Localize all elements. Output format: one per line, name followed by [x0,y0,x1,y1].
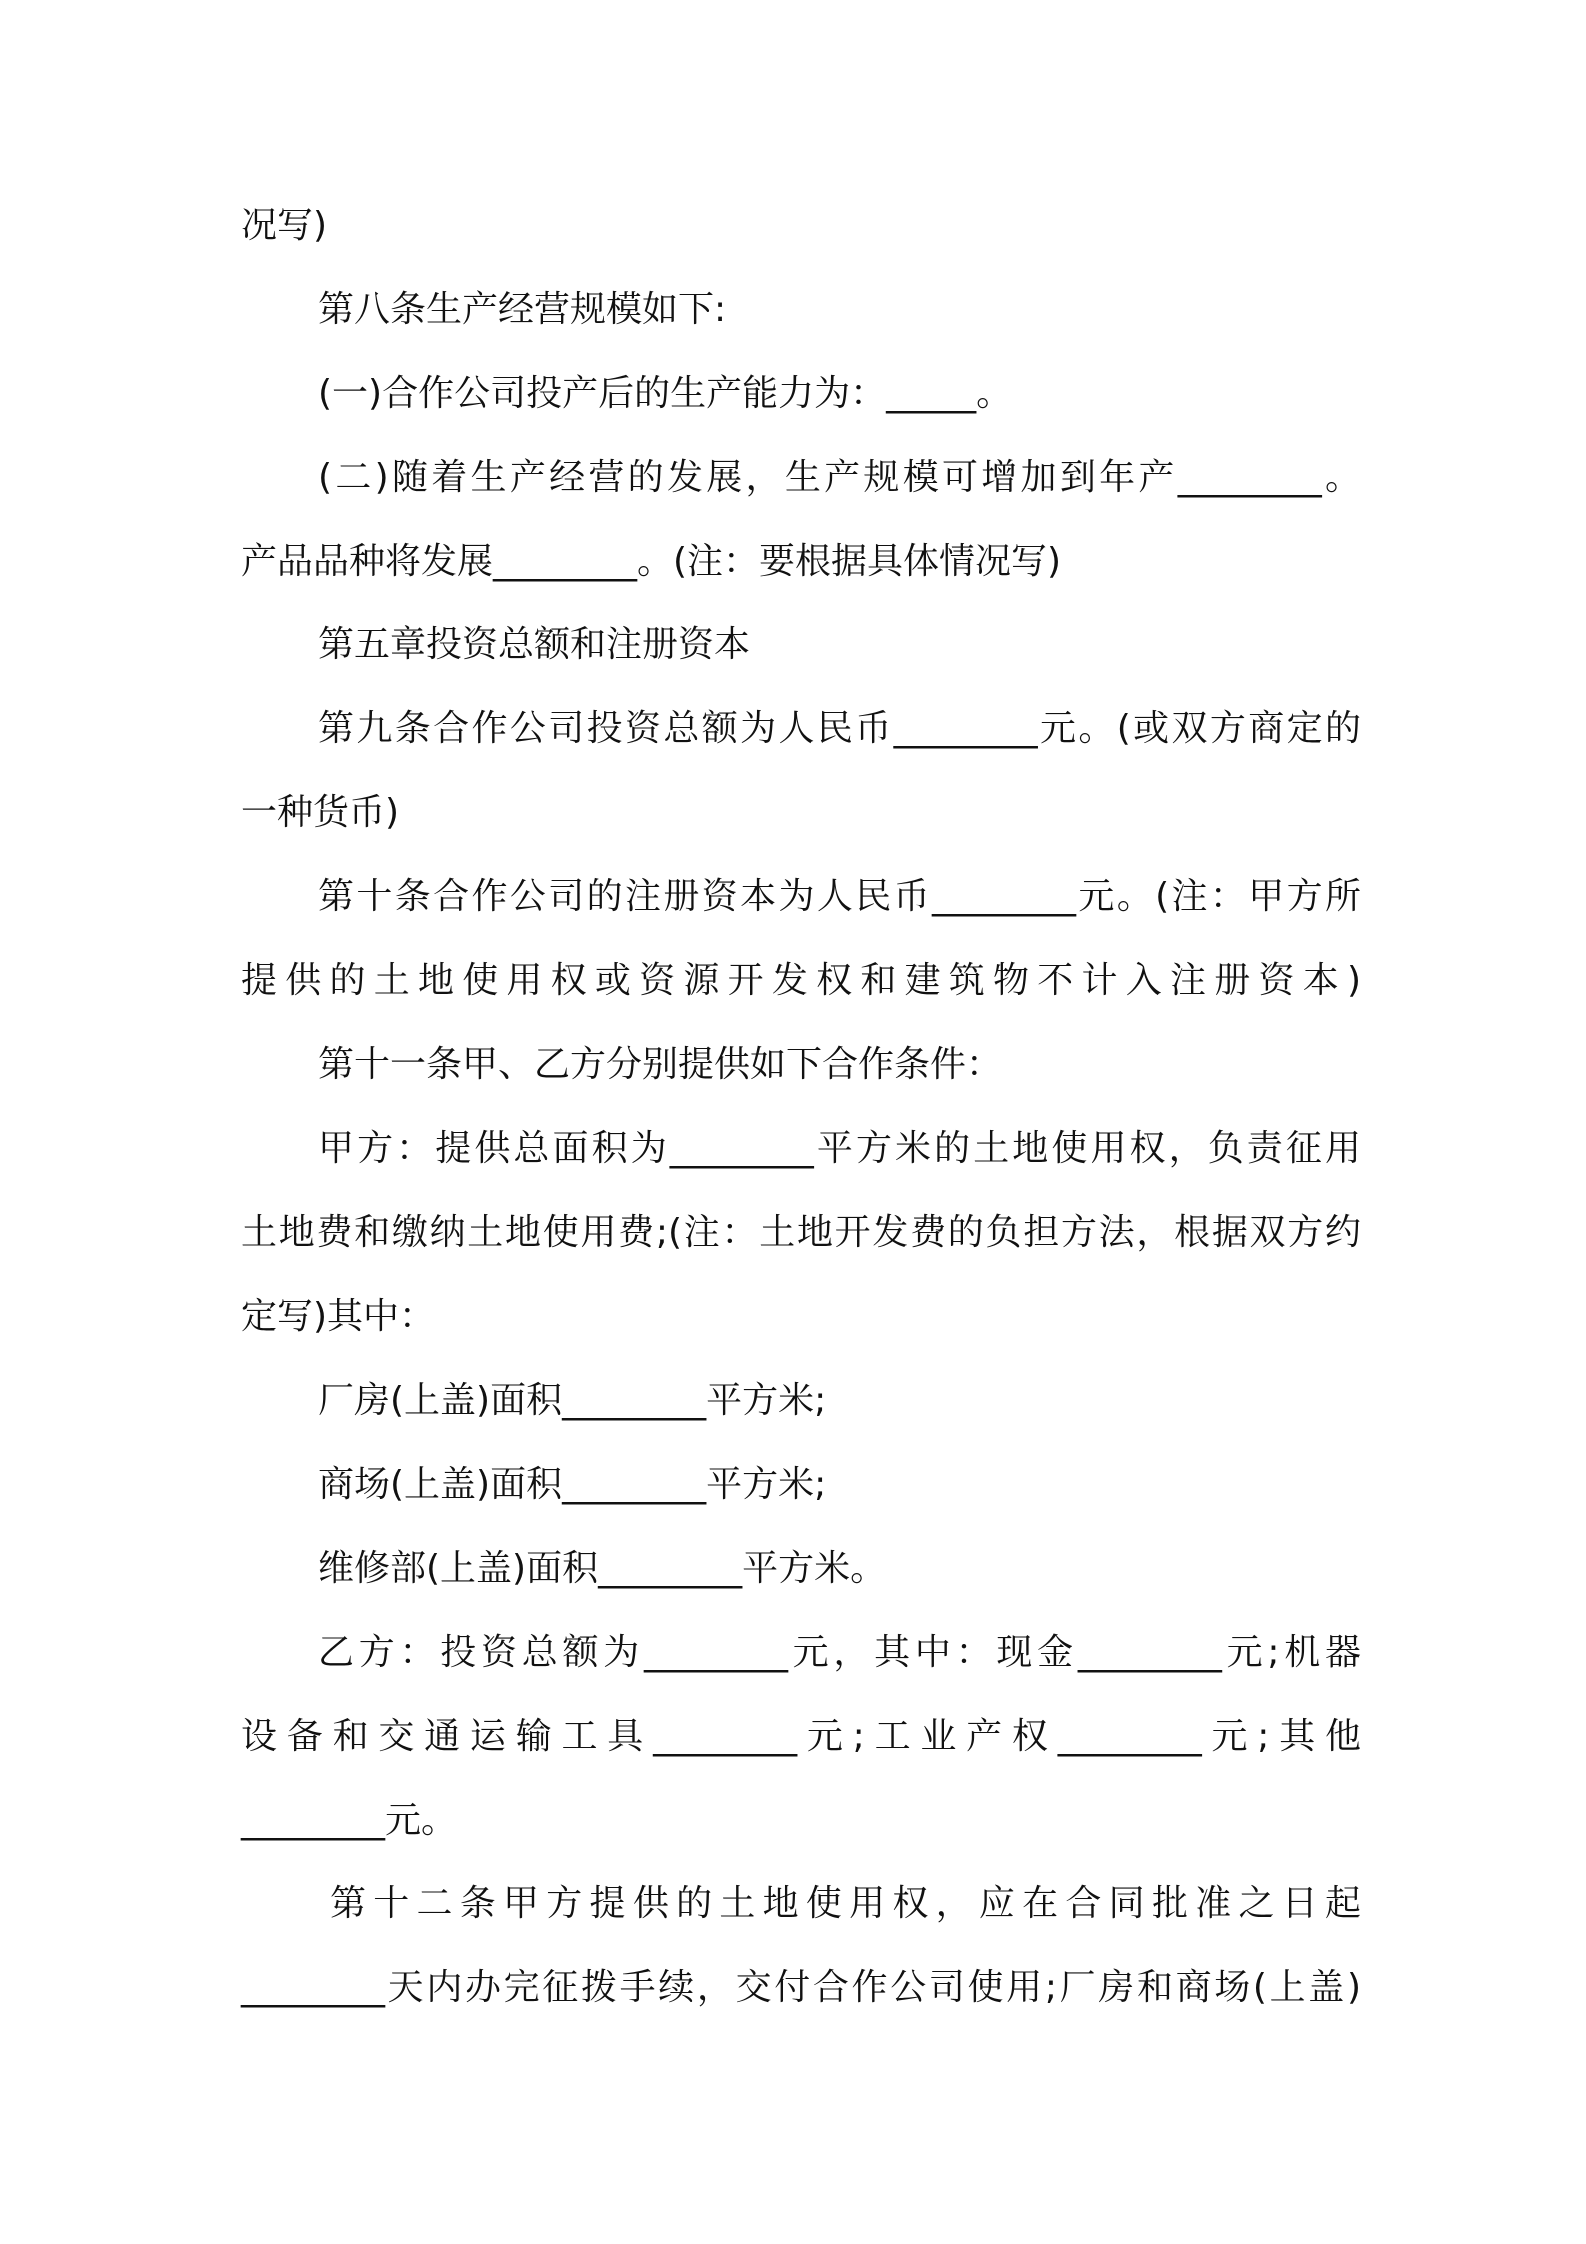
text-line: 产品品种将发展________。(注：要根据具体情况写) [241,541,1062,582]
text-line: 设备和交通运输工具________元;工业产权________元;其他 [241,1716,1361,1757]
text-line: 况写) [241,205,328,246]
article-11: 第十一条甲、乙方分别提供如下合作条件： [318,1044,1003,1085]
text-line: 土地费和缴纳土地使用费;(注：土地开发费的负担方法，根据双方约 [241,1212,1361,1253]
text-line: 定写)其中： [241,1296,436,1337]
text-line: 提供的土地使用权或资源开发权和建筑物不计入注册资本) [241,960,1361,1001]
article-12: 第十二条甲方提供的土地使用权，应在合同批准之日起 [330,1883,1361,1924]
text-line: (二)随着生产经营的发展，生产规模可增加到年产________。 [318,457,1361,498]
text-line: 维修部(上盖)面积________平方米。 [318,1548,887,1589]
text-line: 一种货币) [241,792,400,833]
text-line: (一)合作公司投产后的生产能力为：_____。 [318,373,1013,414]
article-10: 第十条合作公司的注册资本为人民币________元。(注：甲方所 [318,876,1361,917]
chapter-5-heading: 第五章投资总额和注册资本 [318,624,751,665]
article-9: 第九条合作公司投资总额为人民币________元。(或双方商定的 [318,708,1361,749]
text-line: ________元。 [241,1800,458,1841]
article-8-heading: 第八条生产经营规模如下: [318,289,727,330]
text-line: 乙方：投资总额为________元，其中：现金________元;机器 [318,1632,1361,1673]
text-line: ________天内办完征拨手续，交付合作公司使用;厂房和商场(上盖) [241,1967,1361,2008]
text-line: 商场(上盖)面积________平方米; [318,1464,827,1505]
text-line: 甲方：提供总面积为________平方米的土地使用权，负责征用 [318,1128,1361,1169]
text-line: 厂房(上盖)面积________平方米; [318,1380,827,1421]
